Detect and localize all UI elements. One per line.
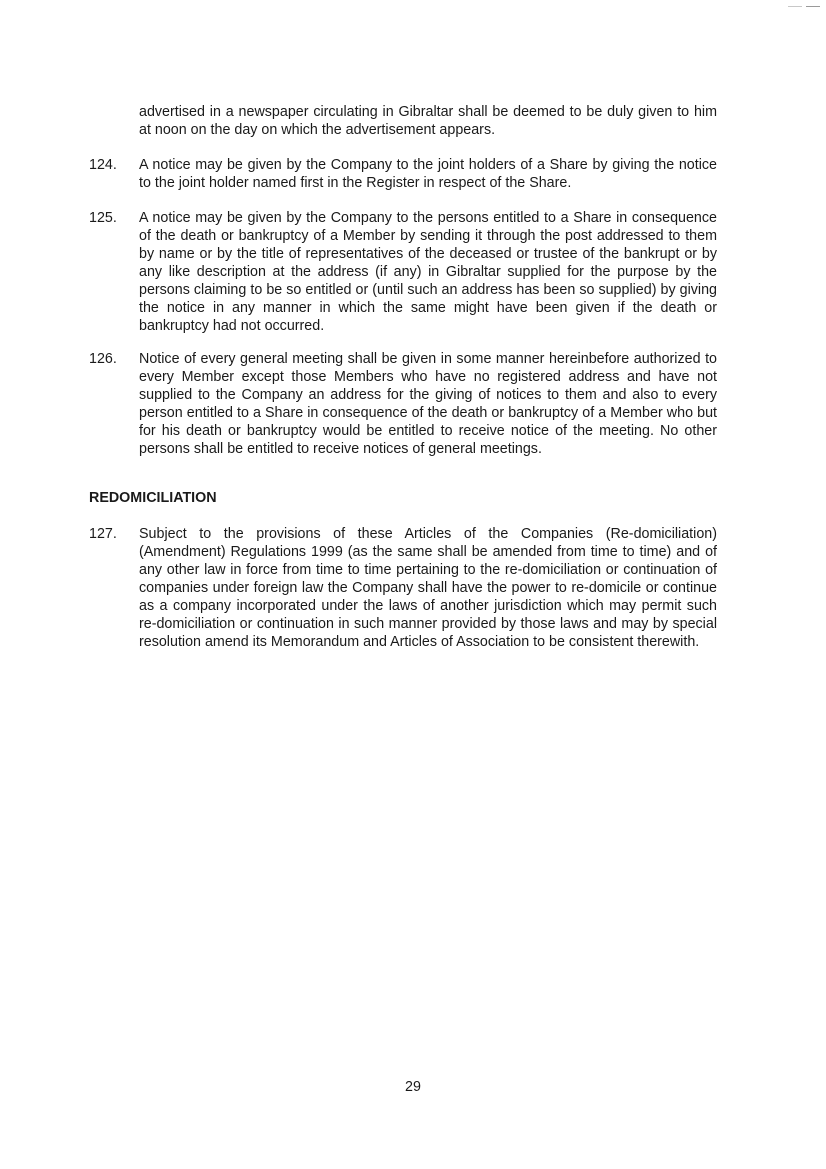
scan-mark (788, 6, 802, 7)
clause-number: 127. (89, 526, 117, 542)
section-heading: REDOMICILIATION (89, 490, 217, 506)
scan-mark (806, 6, 820, 7)
clause-number: 124. (89, 157, 117, 173)
clause-text: Notice of every general meeting shall be given in some manner hereinbefore authorized to every Member except those Members who have no registered address and have not supplied to the Company an address for the giving of notices to them and also to every person entitled to a Share in consequence of the death or bankruptcy of a Member who but for his death or bankruptcy would be entitled to receive notice of the meeting. No other persons shall be entitled to receive notices of general meetings. (139, 351, 717, 457)
clause-number: 125. (89, 210, 117, 226)
continuation-paragraph: advertised in a newspaper circulating in Gibraltar shall be deemed to be duly given to him at noon on the day on which the advertisement appears. (139, 104, 717, 138)
page-number: 29 (405, 1079, 421, 1095)
clause-text: Subject to the provisions of these Articles of the Companies (Re-domiciliation) (Amendment) Regulations 1999 (as the same shall be amended from time to time) and of any other law in force from time to time pertaining to the re-domiciliation or continuation of companies under foreign law the Company shall have the power to re-domicile or continue as a company incorporated under the laws of another jurisdiction which may permit such re-domiciliation or continuation in such manner provided by those laws and may by special resolution amend its Memorandum and Articles of Association to be consistent therewith. (139, 526, 717, 650)
clause-text: A notice may be given by the Company to the persons entitled to a Share in consequence of the death or bankruptcy of a Member by sending it through the post addressed to them by name or by the title of representatives of the deceased or trustee of the bankrupt or by any like description at the address (if any) in Gibraltar supplied for the purpose by the persons claiming to be so entitled or (until such an address has been so supplied) by giving the notice in any manner in which the same might have been given if the death or bankruptcy had not occurred. (139, 210, 717, 334)
clause-number: 126. (89, 351, 117, 367)
clause-text: A notice may be given by the Company to the joint holders of a Share by giving the notice to the joint holder named first in the Register in respect of the Share. (139, 157, 717, 191)
